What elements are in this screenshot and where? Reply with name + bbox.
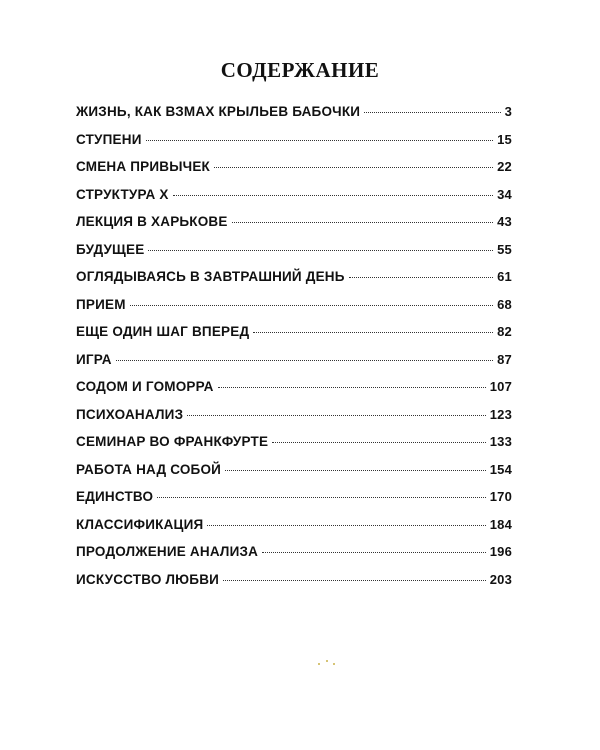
toc-entry[interactable] xyxy=(76,407,512,435)
dot-leader xyxy=(262,552,486,553)
toc-entry-page-number: 68 xyxy=(497,296,512,312)
toc-entry-title: СТРУКТУРА Х xyxy=(76,186,169,202)
toc-entry-title: СОДОМ И ГОМОРРА xyxy=(76,379,214,394)
speck xyxy=(326,660,328,662)
dot-leader xyxy=(364,112,500,113)
toc-entry-title: БУДУЩЕЕ xyxy=(76,241,145,257)
toc-entry-page-number: 107 xyxy=(489,379,512,394)
toc-entry-page-number: 203 xyxy=(489,571,512,587)
toc-entry-page-number: 154 xyxy=(489,461,512,477)
toc-entry[interactable] xyxy=(76,517,512,545)
dot-leader xyxy=(207,525,485,526)
dot-leader xyxy=(187,415,485,416)
page-title: СОДЕРЖАНИЕ xyxy=(220,58,380,82)
toc-entry[interactable] xyxy=(76,544,512,572)
toc-entry-page-number: 55 xyxy=(497,241,512,257)
toc-entry-page-number: 61 xyxy=(497,269,512,284)
toc-entry-page-number: 87 xyxy=(497,351,512,367)
dot-leader xyxy=(272,442,485,443)
toc-entry[interactable] xyxy=(76,572,512,600)
toc-entry-title: ЕЩЕ ОДИН ШАГ ВПЕРЕД xyxy=(76,324,250,339)
toc-entry-title: СЕМИНАР ВО ФРАНКФУРТЕ xyxy=(76,434,269,449)
toc-entry-title: СТУПЕНИ xyxy=(76,131,142,147)
toc-entry[interactable] xyxy=(76,269,512,297)
toc-entry-page-number: 123 xyxy=(489,406,512,422)
toc-entry[interactable] xyxy=(76,132,512,160)
toc-entry[interactable] xyxy=(76,352,512,380)
dot-leader xyxy=(225,470,486,471)
toc-entry-title: ЖИЗНЬ, КАК ВЗМАХ КРЫЛЬЕВ БАБОЧКИ xyxy=(76,104,361,119)
toc-entry-page-number: 170 xyxy=(489,489,512,504)
toc-entry-title: ИГРА xyxy=(76,351,112,367)
stray-print-mark xyxy=(318,660,338,666)
toc-entry[interactable] xyxy=(76,242,512,270)
toc-entry[interactable] xyxy=(76,489,512,517)
toc-entry[interactable] xyxy=(76,159,512,187)
toc-entry-page-number: 3 xyxy=(504,104,512,119)
table-of-contents xyxy=(76,104,512,599)
toc-entry-title: ПРОДОЛЖЕНИЕ АНАЛИЗА xyxy=(76,544,259,559)
toc-entry-title: ПРИЕМ xyxy=(76,296,126,312)
toc-entry-title: ИСКУССТВО ЛЮБВИ xyxy=(76,571,220,587)
toc-entry-page-number: 34 xyxy=(497,186,512,202)
toc-entry[interactable] xyxy=(76,379,512,407)
toc-entry-page-number: 82 xyxy=(497,324,512,339)
speck xyxy=(318,663,320,665)
toc-entry-title: СМЕНА ПРИВЫЧЕК xyxy=(76,159,210,174)
toc-entry-page-number: 196 xyxy=(489,544,512,559)
toc-entry[interactable] xyxy=(76,104,512,132)
speck xyxy=(333,663,335,665)
toc-entry[interactable] xyxy=(76,434,512,462)
dot-leader xyxy=(218,387,486,388)
toc-entry[interactable] xyxy=(76,187,512,215)
toc-entry-title: ЛЕКЦИЯ В ХАРЬКОВЕ xyxy=(76,214,228,229)
dot-leader xyxy=(148,250,493,251)
toc-entry-title: ОГЛЯДЫВАЯСЬ В ЗАВТРАШНИЙ ДЕНЬ xyxy=(76,269,345,284)
toc-entry-page-number: 43 xyxy=(497,214,512,229)
dot-leader xyxy=(157,497,485,498)
dot-leader xyxy=(173,195,493,196)
dot-leader xyxy=(253,332,493,333)
dot-leader xyxy=(232,222,494,223)
dot-leader xyxy=(130,305,493,306)
toc-entry-title: ПСИХОАНАЛИЗ xyxy=(76,406,184,422)
dot-leader xyxy=(223,580,486,581)
toc-entry-title: КЛАССИФИКАЦИЯ xyxy=(76,516,204,532)
toc-entry-page-number: 15 xyxy=(497,131,512,147)
toc-entry-page-number: 22 xyxy=(497,159,512,174)
dot-leader xyxy=(116,360,493,361)
toc-entry[interactable] xyxy=(76,214,512,242)
toc-entry[interactable] xyxy=(76,462,512,490)
dot-leader xyxy=(146,140,494,141)
toc-entry[interactable] xyxy=(76,324,512,352)
toc-entry-title: РАБОТА НАД СОБОЙ xyxy=(76,461,222,477)
toc-entry-page-number: 133 xyxy=(489,434,512,449)
dot-leader xyxy=(349,277,493,278)
dot-leader xyxy=(214,167,493,168)
toc-entry-title: ЕДИНСТВО xyxy=(76,489,154,504)
toc-entry[interactable] xyxy=(76,297,512,325)
toc-entry-page-number: 184 xyxy=(489,516,512,532)
